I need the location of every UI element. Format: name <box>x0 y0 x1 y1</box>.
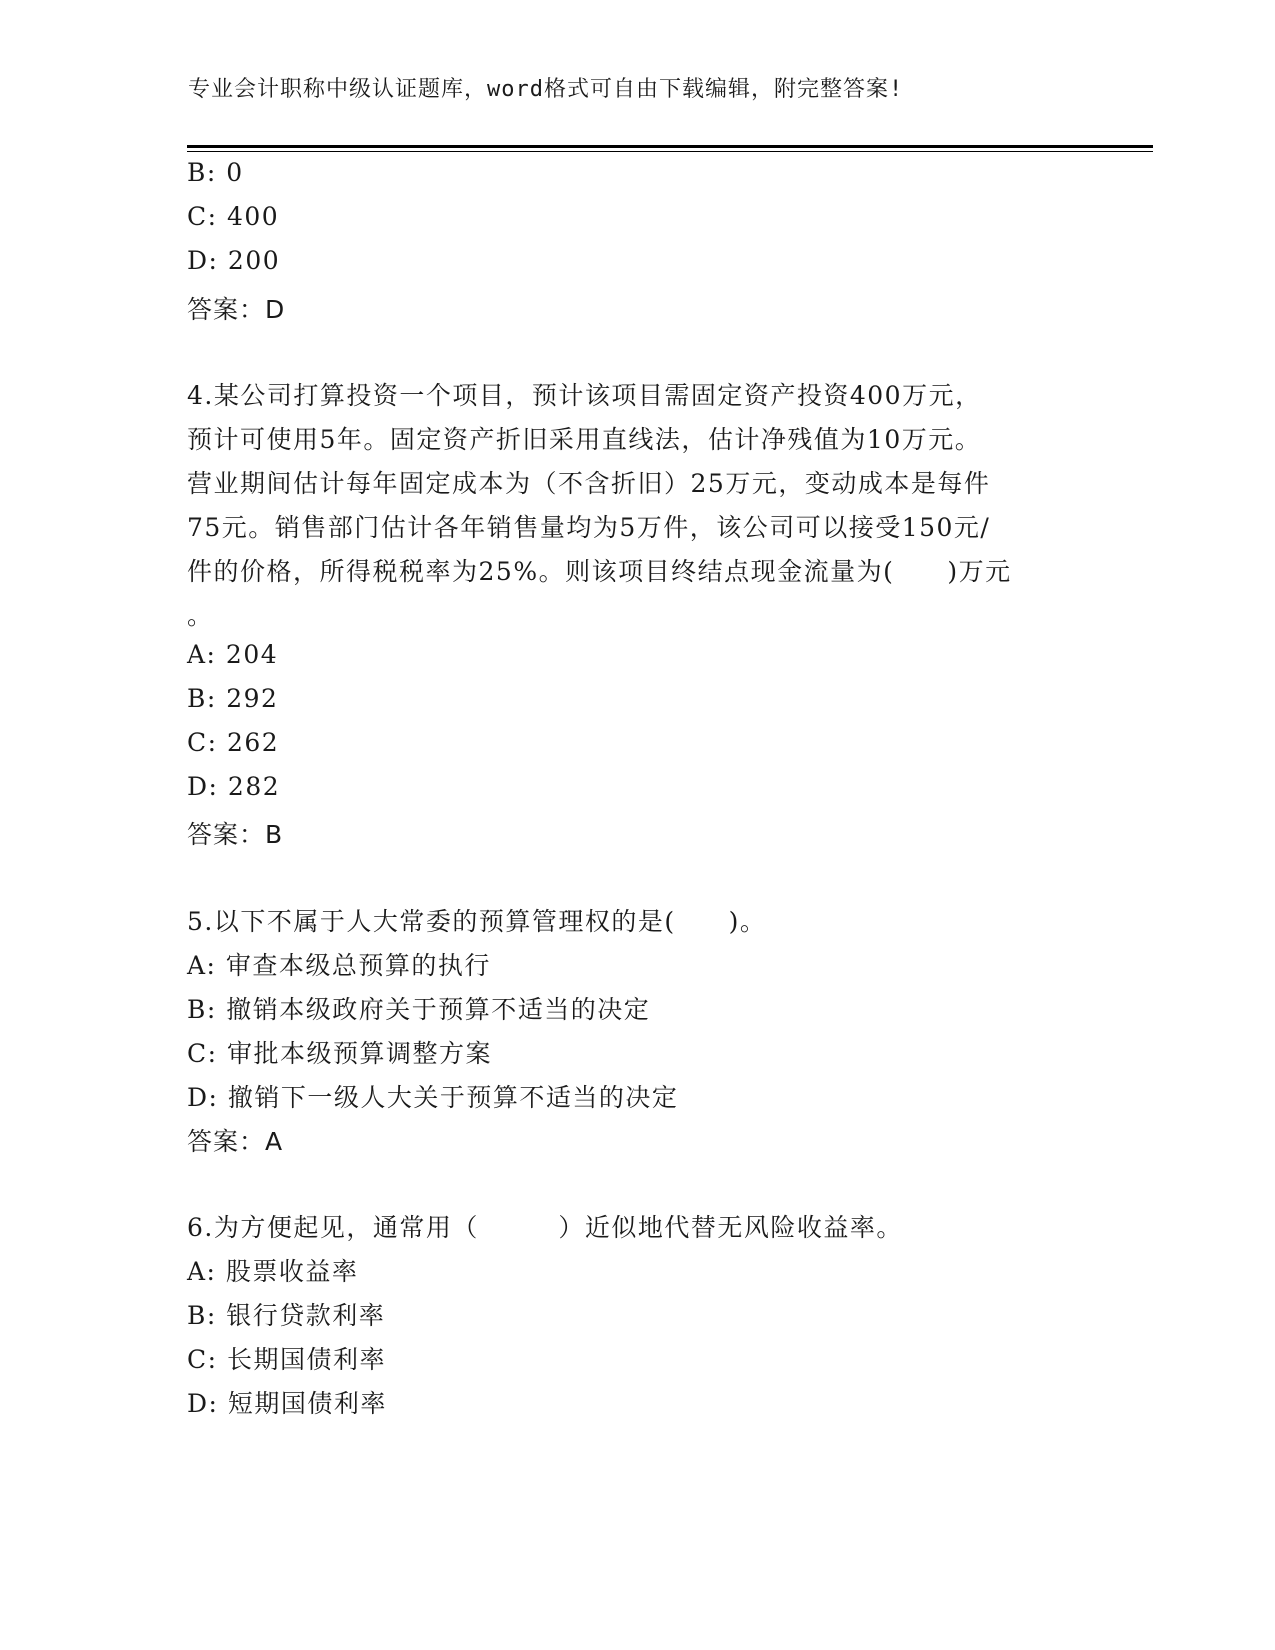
q3-option-d: D: 200 <box>187 246 281 275</box>
q4-option-c: C: 262 <box>187 728 280 757</box>
q4-stem-line-4: 75元。销售部门估计各年销售量均为5万件，该公司可以接受150元/ <box>187 513 991 542</box>
page-header: 专业会计职称中级认证题库，word格式可自由下载编辑，附完整答案! <box>188 77 904 102</box>
q3-option-c: C: 400 <box>187 202 280 231</box>
q5-option-d: D: 撤销下一级人大关于预算不适当的决定 <box>187 1083 679 1112</box>
q6-option-c: C: 长期国债利率 <box>187 1345 386 1374</box>
q6-option-d: D: 短期国债利率 <box>187 1389 387 1418</box>
q4-option-d: D: 282 <box>187 772 281 801</box>
q4-option-a: A: 204 <box>187 640 279 669</box>
q3-option-b: B: 0 <box>187 158 244 187</box>
q4-stem-line-2: 预计可使用5年。固定资产折旧采用直线法，估计净残值为10万元。 <box>187 425 982 454</box>
q6-stem: 6.为方便起见，通常用（ ）近似地代替无风险收益率。 <box>187 1213 903 1242</box>
q5-option-a: A: 审查本级总预算的执行 <box>187 951 491 980</box>
q4-option-b: B: 292 <box>187 684 279 713</box>
header-rule-thick <box>187 145 1153 148</box>
q5-option-c: C: 审批本级预算调整方案 <box>187 1039 492 1068</box>
q4-answer: 答案：B <box>187 820 284 849</box>
q3-answer: 答案：D <box>187 295 286 324</box>
q6-option-a: A: 股票收益率 <box>187 1257 359 1286</box>
q5-stem: 5.以下不属于人大常委的预算管理权的是( )。 <box>187 907 767 936</box>
q4-stem-line-3: 营业期间估计每年固定成本为（不含折旧）25万元，变动成本是每件 <box>187 469 991 498</box>
q5-option-b: B: 撤销本级政府关于预算不适当的决定 <box>187 995 651 1024</box>
q6-option-b: B: 银行贷款利率 <box>187 1301 386 1330</box>
q4-stem-line-1: 4.某公司打算投资一个项目，预计该项目需固定资产投资400万元， <box>187 381 982 410</box>
header-rule-thin <box>187 151 1153 152</box>
q4-stem-line-5: 件的价格，所得税税率为25%。则该项目终结点现金流量为( )万元 <box>187 557 1012 586</box>
q4-stem-line-6: 。 <box>187 601 214 630</box>
q5-answer: 答案：A <box>187 1127 284 1156</box>
